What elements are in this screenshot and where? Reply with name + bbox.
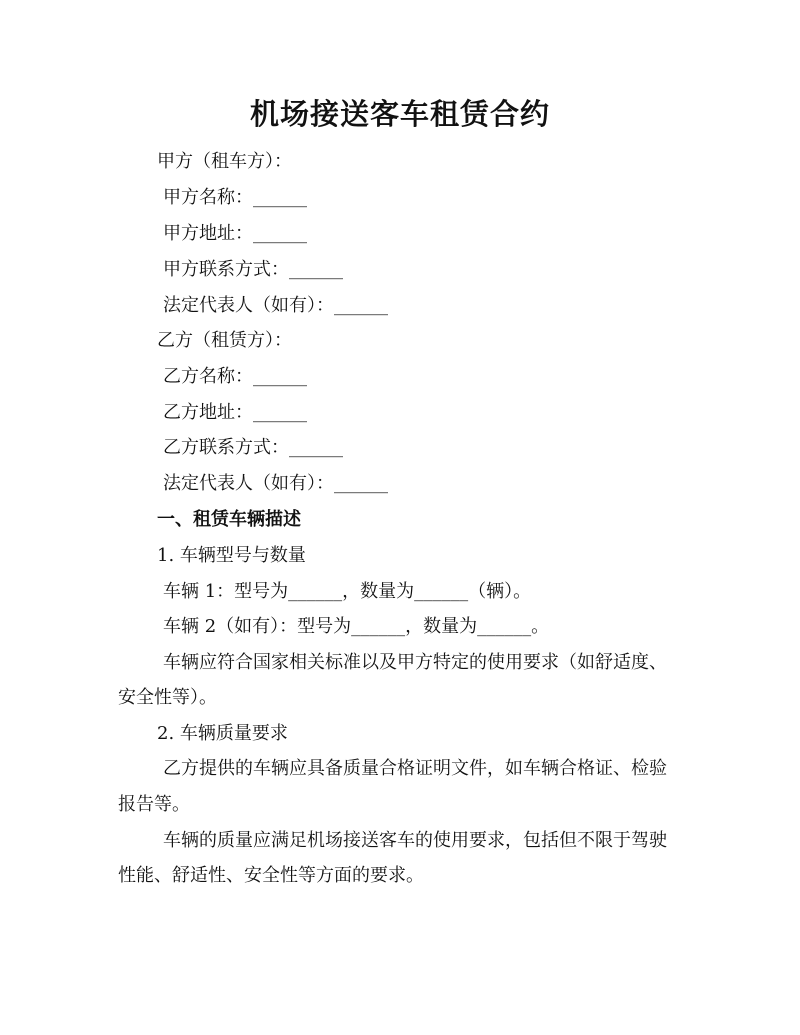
party-a-address: 甲方地址：______ — [163, 223, 307, 244]
quality-paragraph-2-line-2: 性能、舒适性、安全性等方面的要求。 — [118, 865, 424, 886]
quality-paragraph-1-line-2: 报告等。 — [118, 794, 190, 815]
party-a-representative: 法定代表人（如有）：______ — [163, 295, 388, 316]
party-a-name: 甲方名称：______ — [163, 187, 307, 208]
party-a-heading: 甲方（租车方）： — [157, 151, 292, 172]
quality-paragraph-1-line-1: 乙方提供的车辆应具备质量合格证明文件，如车辆合格证、检验 — [163, 758, 667, 779]
vehicle-1-line: 车辆 1：型号为______，数量为______（辆）。 — [163, 581, 532, 602]
party-b-contact: 乙方联系方式：______ — [163, 437, 343, 458]
vehicle-standard-paragraph-line-1: 车辆应符合国家相关标准以及甲方特定的使用要求（如舒适度、 — [163, 652, 667, 673]
document-title: 机场接送客车租赁合约 — [249, 97, 550, 131]
vehicle-standard-paragraph-line-2: 安全性等）。 — [118, 687, 217, 708]
party-a-contact: 甲方联系方式：______ — [163, 259, 343, 280]
item-1-heading: 1. 车辆型号与数量 — [157, 545, 306, 566]
party-b-name: 乙方名称：______ — [163, 366, 307, 387]
party-b-representative: 法定代表人（如有）：______ — [163, 473, 388, 494]
party-b-heading: 乙方（租赁方）： — [157, 330, 292, 351]
section-1-heading: 一、租赁车辆描述 — [157, 509, 301, 530]
vehicle-2-line: 车辆 2（如有）：型号为______，数量为______。 — [163, 616, 550, 637]
item-2-heading: 2. 车辆质量要求 — [157, 723, 288, 744]
quality-paragraph-2-line-1: 车辆的质量应满足机场接送客车的使用要求，包括但不限于驾驶 — [163, 830, 667, 851]
party-b-address: 乙方地址：______ — [163, 402, 307, 423]
